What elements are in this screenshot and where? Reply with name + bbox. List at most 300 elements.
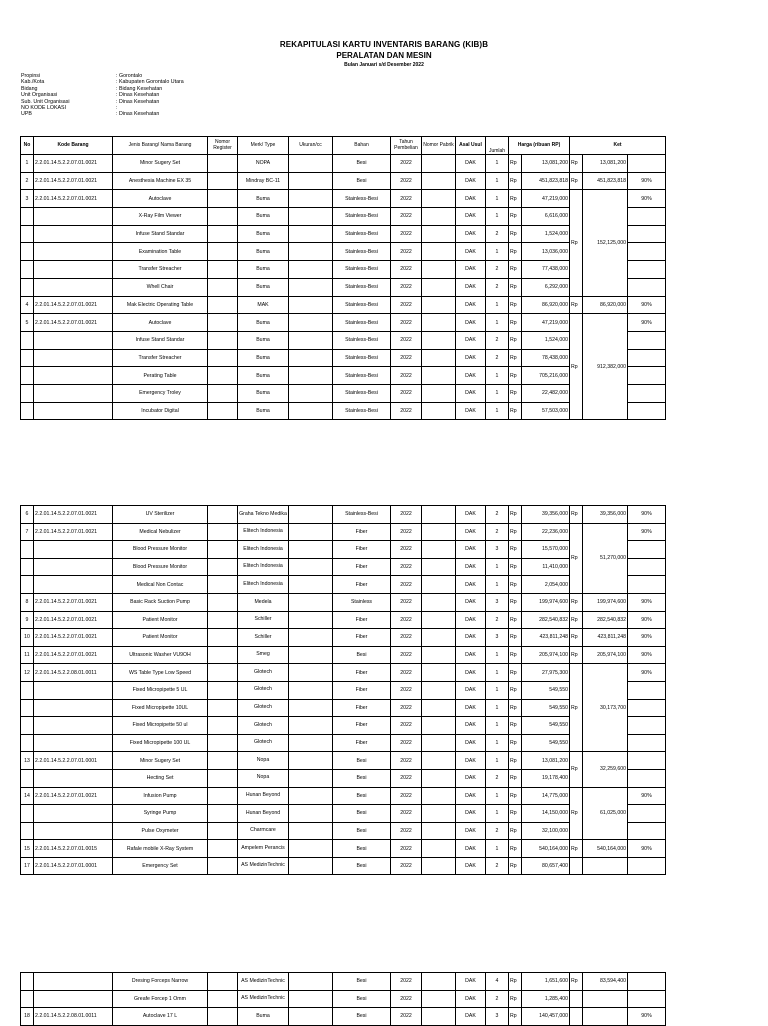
cell-kode bbox=[34, 367, 113, 385]
cell-tahun: 2022 bbox=[391, 314, 422, 332]
cell-tahun: 2022 bbox=[391, 629, 422, 647]
cell-pabrik bbox=[422, 681, 456, 699]
cell-pabrik bbox=[422, 822, 456, 840]
cell-merk: Schiller bbox=[238, 629, 289, 647]
cell-ukuran bbox=[289, 155, 333, 173]
cell-merk: Elitech Indonesia bbox=[238, 541, 289, 559]
cell-jumlah: 1 bbox=[486, 699, 509, 717]
cell-rp: Rp bbox=[509, 296, 522, 314]
cell-ukuran bbox=[289, 384, 333, 402]
cell-asal: DAK bbox=[456, 331, 486, 349]
cell-tahun: 2022 bbox=[391, 769, 422, 787]
cell-rp: Rp bbox=[509, 664, 522, 682]
cell-asal: DAK bbox=[456, 172, 486, 190]
cell-ukuran bbox=[289, 296, 333, 314]
cell-ukuran bbox=[289, 822, 333, 840]
cell-no: 2 bbox=[21, 172, 34, 190]
cell-no bbox=[21, 261, 34, 279]
cell-no bbox=[21, 699, 34, 717]
cell-total: 13,081,200 bbox=[583, 155, 628, 173]
table-row bbox=[21, 261, 666, 279]
cell-total: 51,270,000 bbox=[583, 523, 628, 593]
cell-total bbox=[583, 990, 628, 1008]
cell-bahan: Stainless-Besi bbox=[333, 278, 391, 296]
cell-asal: DAK bbox=[456, 734, 486, 752]
cell-no bbox=[21, 822, 34, 840]
cell-merk: Buma bbox=[238, 314, 289, 332]
cell-jumlah: 2 bbox=[486, 523, 509, 541]
col-harga-header: Harga (ribuan RP) bbox=[509, 137, 570, 155]
cell-merk: Buma bbox=[238, 1008, 289, 1026]
cell-no bbox=[21, 717, 34, 735]
cell-pabrik bbox=[422, 664, 456, 682]
cell-no: 5 bbox=[21, 314, 34, 332]
cell-rp: Rp bbox=[509, 190, 522, 208]
cell-jenis: Basic Rack Suction Pump bbox=[113, 593, 208, 611]
cell-tahun: 2022 bbox=[391, 384, 422, 402]
cell-kode: 2.2.01.14.5.2.2.07.01.0021 bbox=[34, 787, 113, 805]
cell-bahan: Stainless-Besi bbox=[333, 190, 391, 208]
cell-register bbox=[208, 506, 238, 524]
cell-asal: DAK bbox=[456, 541, 486, 559]
cell-jenis: Perating Table bbox=[113, 367, 208, 385]
cell-pabrik bbox=[422, 805, 456, 823]
cell-ukuran bbox=[289, 523, 333, 541]
cell-asal: DAK bbox=[456, 857, 486, 875]
cell-jumlah: 1 bbox=[486, 576, 509, 594]
cell-tahun: 2022 bbox=[391, 278, 422, 296]
cell-asal: DAK bbox=[456, 629, 486, 647]
cell-rp: Rp bbox=[509, 822, 522, 840]
cell-asal: DAK bbox=[456, 384, 486, 402]
cell-pabrik bbox=[422, 558, 456, 576]
cell-harga: 13,036,000 bbox=[522, 243, 570, 261]
cell-jumlah: 1 bbox=[486, 717, 509, 735]
cell-merk: Mindray BC-11 bbox=[238, 172, 289, 190]
table-row bbox=[21, 384, 666, 402]
cell-total: 282,540,832 bbox=[583, 611, 628, 629]
cell-total: 199,974,600 bbox=[583, 593, 628, 611]
cell-jumlah: 1 bbox=[486, 664, 509, 682]
cell-bahan: Besi bbox=[333, 990, 391, 1008]
cell-bahan: Fiber bbox=[333, 681, 391, 699]
location-info-value: : Bidang Kesehatan bbox=[116, 85, 163, 92]
cell-harga: 32,100,000 bbox=[522, 822, 570, 840]
cell-total-rp: Rp bbox=[570, 752, 583, 787]
cell-tahun: 2022 bbox=[391, 646, 422, 664]
cell-pabrik bbox=[422, 840, 456, 858]
cell-ukuran bbox=[289, 717, 333, 735]
cell-bahan: Stainless-Besi bbox=[333, 384, 391, 402]
cell-ket bbox=[628, 717, 666, 735]
cell-kode: 2.2.01.14.5.2.2.07.01.0021 bbox=[34, 172, 113, 190]
location-info bbox=[21, 73, 184, 118]
cell-ukuran bbox=[289, 973, 333, 991]
cell-bahan: Besi bbox=[333, 1008, 391, 1026]
cell-register bbox=[208, 523, 238, 541]
cell-register bbox=[208, 402, 238, 420]
cell-ket bbox=[628, 857, 666, 875]
cell-rp: Rp bbox=[509, 840, 522, 858]
cell-kode: 2.2.01.14.5.2.2.07.01.0001 bbox=[34, 857, 113, 875]
cell-rp: Rp bbox=[509, 1008, 522, 1026]
cell-ukuran bbox=[289, 990, 333, 1008]
cell-tahun: 2022 bbox=[391, 506, 422, 524]
cell-tahun: 2022 bbox=[391, 155, 422, 173]
cell-jenis: Medical Nebulizer bbox=[113, 523, 208, 541]
cell-jumlah: 3 bbox=[486, 1008, 509, 1026]
cell-register bbox=[208, 349, 238, 367]
cell-pabrik bbox=[422, 990, 456, 1008]
cell-kode bbox=[34, 384, 113, 402]
cell-pabrik bbox=[422, 1008, 456, 1026]
cell-pabrik bbox=[422, 717, 456, 735]
cell-harga: 540,164,000 bbox=[522, 840, 570, 858]
cell-ket: 90% bbox=[628, 629, 666, 647]
cell-harga: 1,651,600 bbox=[522, 973, 570, 991]
cell-harga: 423,811,248 bbox=[522, 629, 570, 647]
cell-bahan: Stainless-Besi bbox=[333, 208, 391, 226]
cell-total-rp: Rp bbox=[570, 155, 583, 173]
cell-kode bbox=[34, 805, 113, 823]
cell-jenis: Hecting Set bbox=[113, 769, 208, 787]
cell-pabrik bbox=[422, 155, 456, 173]
cell-kode bbox=[34, 402, 113, 420]
cell-register bbox=[208, 296, 238, 314]
table-row bbox=[21, 734, 666, 752]
cell-register bbox=[208, 857, 238, 875]
cell-tahun: 2022 bbox=[391, 523, 422, 541]
cell-harga: 1,285,400 bbox=[522, 990, 570, 1008]
cell-bahan: Fiber bbox=[333, 611, 391, 629]
cell-no bbox=[21, 402, 34, 420]
cell-jumlah: 1 bbox=[486, 734, 509, 752]
cell-jumlah: 2 bbox=[486, 225, 509, 243]
cell-no bbox=[21, 973, 34, 991]
cell-total: 83,594,400 bbox=[583, 973, 628, 991]
cell-harga: 14,775,000 bbox=[522, 787, 570, 805]
cell-jenis: Autoclave 17 L bbox=[113, 1008, 208, 1026]
cell-harga: 705,216,000 bbox=[522, 367, 570, 385]
cell-register bbox=[208, 576, 238, 594]
cell-jumlah: 2 bbox=[486, 769, 509, 787]
cell-jumlah: 1 bbox=[486, 752, 509, 770]
cell-harga: 549,550 bbox=[522, 681, 570, 699]
table-row bbox=[21, 990, 666, 1008]
cell-total-rp bbox=[570, 857, 583, 875]
cell-asal: DAK bbox=[456, 717, 486, 735]
cell-asal: DAK bbox=[456, 576, 486, 594]
cell-total-rp: Rp bbox=[570, 840, 583, 858]
location-info-label: Unit Organisasi bbox=[21, 92, 58, 99]
cell-kode: 2.2.01.14.5.2.2.07.01.0021 bbox=[34, 523, 113, 541]
cell-ukuran bbox=[289, 208, 333, 226]
cell-ket: 90% bbox=[628, 523, 666, 541]
cell-bahan: Stainless-Besi bbox=[333, 506, 391, 524]
cell-pabrik bbox=[422, 190, 456, 208]
cell-merk: Elitech Indonesia bbox=[238, 558, 289, 576]
cell-jumlah: 3 bbox=[486, 629, 509, 647]
cell-rp: Rp bbox=[509, 172, 522, 190]
cell-kode bbox=[34, 558, 113, 576]
cell-ukuran bbox=[289, 261, 333, 279]
cell-total-rp bbox=[570, 990, 583, 1008]
cell-ukuran bbox=[289, 752, 333, 770]
cell-no bbox=[21, 243, 34, 261]
cell-rp: Rp bbox=[509, 402, 522, 420]
cell-merk: Hunan Beyond bbox=[238, 805, 289, 823]
cell-pabrik bbox=[422, 857, 456, 875]
cell-register bbox=[208, 278, 238, 296]
cell-ket: 90% bbox=[628, 190, 666, 208]
cell-register bbox=[208, 973, 238, 991]
table-row bbox=[21, 593, 666, 611]
cell-harga: 2,054,000 bbox=[522, 576, 570, 594]
cell-bahan: Besi bbox=[333, 822, 391, 840]
cell-rp: Rp bbox=[509, 261, 522, 279]
cell-ukuran bbox=[289, 664, 333, 682]
cell-ukuran bbox=[289, 629, 333, 647]
cell-rp: Rp bbox=[509, 769, 522, 787]
cell-register bbox=[208, 717, 238, 735]
cell-merk: Buma bbox=[238, 190, 289, 208]
col-merk-header: Merk/ Type bbox=[238, 137, 289, 155]
col-ket-header: Ket bbox=[570, 137, 666, 155]
cell-asal: DAK bbox=[456, 523, 486, 541]
cell-total-rp: Rp bbox=[570, 629, 583, 647]
cell-jumlah: 1 bbox=[486, 172, 509, 190]
cell-jenis: Anesthesia Machine EX 35 bbox=[113, 172, 208, 190]
cell-jenis: Incubator Digital bbox=[113, 402, 208, 420]
cell-ukuran bbox=[289, 699, 333, 717]
cell-rp: Rp bbox=[509, 681, 522, 699]
cell-pabrik bbox=[422, 402, 456, 420]
cell-pabrik bbox=[422, 208, 456, 226]
report-period: Bulan Januari s/d Desember 2022 bbox=[344, 62, 424, 68]
cell-jumlah: 1 bbox=[486, 805, 509, 823]
cell-harga: 22,236,000 bbox=[522, 523, 570, 541]
table-row bbox=[21, 787, 666, 805]
cell-kode: 2.2.01.14.5.2.2.08.01.0011 bbox=[34, 1008, 113, 1026]
cell-rp: Rp bbox=[509, 523, 522, 541]
cell-rp: Rp bbox=[509, 384, 522, 402]
cell-merk: Buma bbox=[238, 208, 289, 226]
cell-jumlah: 1 bbox=[486, 190, 509, 208]
cell-bahan: Fiber bbox=[333, 717, 391, 735]
cell-asal: DAK bbox=[456, 208, 486, 226]
cell-asal: DAK bbox=[456, 1008, 486, 1026]
cell-merk: Glotech bbox=[238, 699, 289, 717]
cell-register bbox=[208, 261, 238, 279]
cell-total: 86,920,000 bbox=[583, 296, 628, 314]
cell-merk: Graha Tekno Medika bbox=[238, 506, 289, 524]
cell-bahan: Stainless-Besi bbox=[333, 243, 391, 261]
cell-harga: 6,616,000 bbox=[522, 208, 570, 226]
report-header bbox=[0, 40, 768, 69]
cell-merk: Glotech bbox=[238, 734, 289, 752]
cell-bahan: Fiber bbox=[333, 629, 391, 647]
location-info-value: : Dinas Kesehatan bbox=[116, 98, 160, 105]
cell-tahun: 2022 bbox=[391, 717, 422, 735]
table-row bbox=[21, 769, 666, 787]
cell-asal: DAK bbox=[456, 752, 486, 770]
table-row bbox=[21, 646, 666, 664]
cell-jumlah: 4 bbox=[486, 973, 509, 991]
report-subtitle: PERALATAN DAN MESIN bbox=[336, 51, 432, 60]
cell-bahan: Besi bbox=[333, 973, 391, 991]
cell-kode bbox=[34, 734, 113, 752]
cell-tahun: 2022 bbox=[391, 973, 422, 991]
cell-jenis: Pulse Oxymeter bbox=[113, 822, 208, 840]
cell-jenis: Minor Sugery Set bbox=[113, 155, 208, 173]
cell-no: 14 bbox=[21, 787, 34, 805]
cell-total bbox=[583, 1008, 628, 1026]
cell-register bbox=[208, 190, 238, 208]
cell-harga: 14,150,000 bbox=[522, 805, 570, 823]
cell-ket: 90% bbox=[628, 314, 666, 332]
cell-asal: DAK bbox=[456, 787, 486, 805]
cell-kode bbox=[34, 822, 113, 840]
cell-harga: 13,081,200 bbox=[522, 752, 570, 770]
col-ukuran-header: Ukuran/cc bbox=[289, 137, 333, 155]
cell-merk: Buma bbox=[238, 261, 289, 279]
cell-tahun: 2022 bbox=[391, 576, 422, 594]
cell-ket: 90% bbox=[628, 840, 666, 858]
cell-harga: 6,292,000 bbox=[522, 278, 570, 296]
location-info-label: UPB bbox=[21, 111, 32, 118]
cell-harga: 22,482,000 bbox=[522, 384, 570, 402]
cell-no bbox=[21, 541, 34, 559]
cell-ket bbox=[628, 261, 666, 279]
cell-tahun: 2022 bbox=[391, 593, 422, 611]
cell-pabrik bbox=[422, 349, 456, 367]
cell-pabrik bbox=[422, 541, 456, 559]
cell-ukuran bbox=[289, 769, 333, 787]
cell-total: 61,025,000 bbox=[583, 787, 628, 840]
col-asal-header: Asal Usul bbox=[456, 137, 486, 155]
cell-rp: Rp bbox=[509, 646, 522, 664]
cell-ukuran bbox=[289, 190, 333, 208]
cell-asal: DAK bbox=[456, 646, 486, 664]
cell-register bbox=[208, 243, 238, 261]
cell-rp: Rp bbox=[509, 805, 522, 823]
cell-rp: Rp bbox=[509, 208, 522, 226]
table-row bbox=[21, 172, 666, 190]
cell-pabrik bbox=[422, 331, 456, 349]
cell-jenis: Fixed Micropipette 100 UL bbox=[113, 734, 208, 752]
cell-ket: 90% bbox=[628, 664, 666, 682]
cell-register bbox=[208, 822, 238, 840]
cell-no bbox=[21, 278, 34, 296]
cell-asal: DAK bbox=[456, 805, 486, 823]
cell-jumlah: 1 bbox=[486, 646, 509, 664]
cell-jenis: Ultrasonic Washer VU9OH bbox=[113, 646, 208, 664]
cell-tahun: 2022 bbox=[391, 840, 422, 858]
cell-rp: Rp bbox=[509, 243, 522, 261]
cell-bahan: Fiber bbox=[333, 541, 391, 559]
cell-harga: 199,974,600 bbox=[522, 593, 570, 611]
cell-pabrik bbox=[422, 172, 456, 190]
cell-merk: Buma bbox=[238, 278, 289, 296]
cell-register bbox=[208, 331, 238, 349]
cell-ukuran bbox=[289, 541, 333, 559]
cell-no bbox=[21, 331, 34, 349]
cell-total: 32,259,600 bbox=[583, 752, 628, 787]
cell-kode: 2.2.01.14.5.2.2.07.01.0021 bbox=[34, 611, 113, 629]
cell-jumlah: 2 bbox=[486, 331, 509, 349]
cell-pabrik bbox=[422, 769, 456, 787]
cell-harga: 86,920,000 bbox=[522, 296, 570, 314]
cell-merk: AS MedizinTechnic bbox=[238, 857, 289, 875]
cell-register bbox=[208, 664, 238, 682]
cell-kode bbox=[34, 541, 113, 559]
cell-bahan: Stainless-Besi bbox=[333, 261, 391, 279]
location-info-label: Propinsi bbox=[21, 73, 41, 79]
table-row bbox=[21, 558, 666, 576]
cell-pabrik bbox=[422, 278, 456, 296]
cell-no: 18 bbox=[21, 1008, 34, 1026]
cell-kode: 2.2.01.14.5.2.2.07.01.0001 bbox=[34, 752, 113, 770]
cell-register bbox=[208, 646, 238, 664]
cell-jenis: Patient Monitor bbox=[113, 611, 208, 629]
cell-merk: Buma bbox=[238, 331, 289, 349]
cell-kode bbox=[34, 261, 113, 279]
col-no-header: No bbox=[21, 137, 34, 155]
cell-ket bbox=[628, 155, 666, 173]
cell-harga: 47,219,000 bbox=[522, 314, 570, 332]
cell-register bbox=[208, 225, 238, 243]
cell-merk: MAK bbox=[238, 296, 289, 314]
cell-total-rp: Rp bbox=[570, 611, 583, 629]
location-info-value: : Dinas Kesehatan bbox=[116, 92, 160, 99]
table-row bbox=[21, 331, 666, 349]
cell-ukuran bbox=[289, 331, 333, 349]
cell-total: 39,356,000 bbox=[583, 506, 628, 524]
cell-ukuran bbox=[289, 1008, 333, 1026]
cell-merk: AS MedizinTechnic bbox=[238, 990, 289, 1008]
table-row bbox=[21, 225, 666, 243]
cell-harga: 205,974,100 bbox=[522, 646, 570, 664]
cell-merk: Elitech Indonesia bbox=[238, 523, 289, 541]
cell-pabrik bbox=[422, 646, 456, 664]
location-info-value: : bbox=[116, 105, 118, 112]
cell-asal: DAK bbox=[456, 314, 486, 332]
cell-ukuran bbox=[289, 367, 333, 385]
cell-kode bbox=[34, 331, 113, 349]
cell-register bbox=[208, 558, 238, 576]
cell-rp: Rp bbox=[509, 699, 522, 717]
cell-asal: DAK bbox=[456, 402, 486, 420]
cell-asal: DAK bbox=[456, 699, 486, 717]
cell-register bbox=[208, 314, 238, 332]
cell-register bbox=[208, 1008, 238, 1026]
cell-total-rp bbox=[570, 1008, 583, 1026]
cell-ket bbox=[628, 699, 666, 717]
cell-no: 3 bbox=[21, 190, 34, 208]
cell-pabrik bbox=[422, 593, 456, 611]
cell-jenis: Fixed Micropipette 50 ul bbox=[113, 717, 208, 735]
cell-jenis: UV Sterilizer bbox=[113, 506, 208, 524]
cell-total-rp: Rp bbox=[570, 296, 583, 314]
cell-tahun: 2022 bbox=[391, 990, 422, 1008]
table-row bbox=[21, 208, 666, 226]
cell-rp: Rp bbox=[509, 576, 522, 594]
cell-ukuran bbox=[289, 172, 333, 190]
cell-ukuran bbox=[289, 805, 333, 823]
cell-ukuran bbox=[289, 593, 333, 611]
cell-register bbox=[208, 681, 238, 699]
cell-harga: 19,178,400 bbox=[522, 769, 570, 787]
